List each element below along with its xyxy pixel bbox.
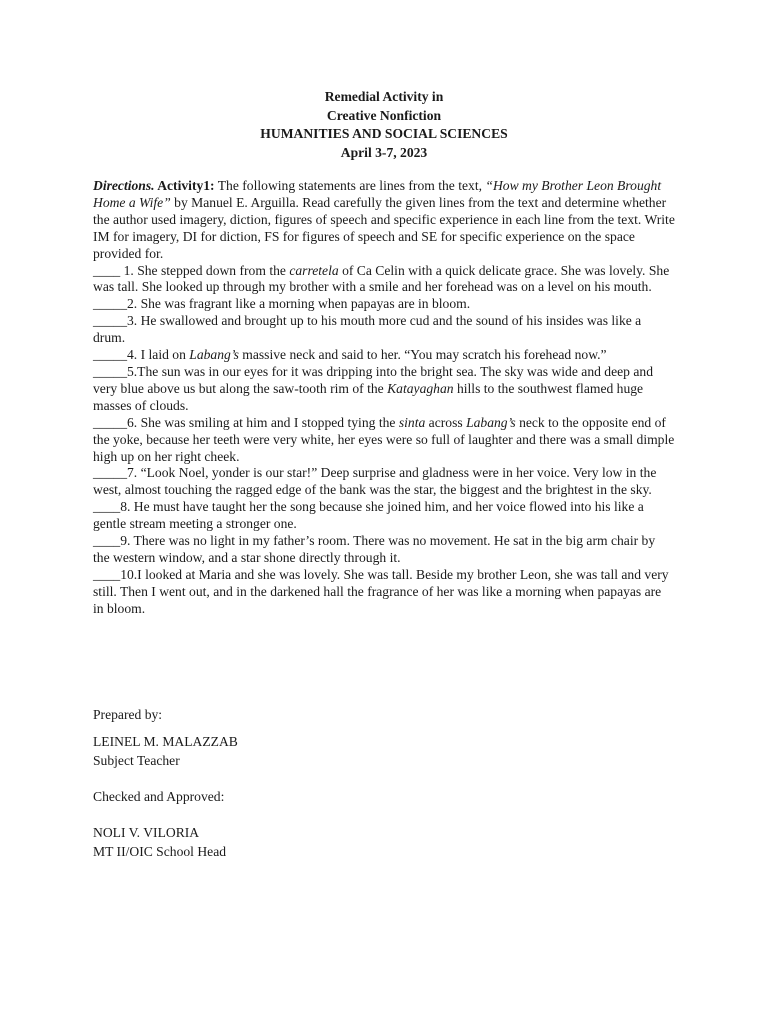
activity-body bbox=[93, 178, 675, 618]
item-7 bbox=[93, 465, 675, 499]
item-1-italic: carretela bbox=[289, 262, 339, 278]
approved-name: NOLI V. VILORIA bbox=[93, 825, 200, 840]
item-10 bbox=[93, 567, 675, 618]
prepared-role: Subject Teacher bbox=[93, 752, 180, 768]
answer-blank-7: _____ bbox=[93, 465, 127, 481]
directions-paragraph bbox=[93, 178, 675, 263]
item-5-italic: Katayaghan bbox=[387, 380, 454, 396]
item-6-text-b: across bbox=[425, 414, 467, 430]
item-4-text-a: 4. I laid on bbox=[126, 347, 190, 363]
item-1-text-a: 1. She stepped down from the bbox=[123, 262, 290, 278]
item-5-text-b: hills to the southwest flamed huge masses of clouds. bbox=[93, 380, 644, 413]
item-6-italic-1: sinta bbox=[398, 414, 426, 430]
item-1 bbox=[93, 263, 675, 297]
answer-blank-6: _____ bbox=[93, 414, 127, 430]
activity-label: Activity1: bbox=[154, 178, 215, 193]
answer-blank-3: _____ bbox=[93, 313, 127, 329]
approved-by-block bbox=[93, 824, 226, 861]
directions-text-2: by Manuel E. Arguilla. Read carefully the given lines from the text and determine whether the author used imagery, diction, figures of speech and specific experience in each line from the text. Write IM for imagery, DI for diction, FS for figures of speech and SE for specific experience on the space provided for. bbox=[93, 194, 675, 261]
header-line-1: Remedial Activity in bbox=[324, 89, 444, 104]
answer-blank-8: ____ bbox=[93, 499, 121, 515]
approved-label-block bbox=[93, 788, 224, 807]
prepared-label: Prepared by: bbox=[93, 707, 163, 722]
prepared-by-block bbox=[93, 733, 238, 770]
answer-blank-4: _____ bbox=[93, 347, 127, 363]
approved-label: Checked and Approved: bbox=[93, 789, 225, 804]
item-4-text-b: massive neck and said to her. “You may scratch his forehead now.” bbox=[238, 347, 607, 363]
item-6-italic-2: Labang’s bbox=[466, 414, 516, 430]
item-6-text-c: neck to the opposite end of the yoke, because her teeth were very white, her eyes were so full of laughter and there was a small dimple high up on her right cheek. bbox=[93, 414, 675, 464]
item-6-text-a: 6. She was smiling at him and I stopped tying the bbox=[126, 414, 399, 430]
item-2 bbox=[93, 296, 675, 313]
item-5 bbox=[93, 364, 675, 415]
story-title: “How my Brother Leon Brought Home a Wife” bbox=[93, 178, 662, 210]
prepared-name: LEINEL M. MALAZZAB bbox=[93, 734, 238, 749]
item-2-text: 2. She was fragrant like a morning when papayas are in bloom. bbox=[126, 296, 471, 312]
item-4-italic: Labang’s bbox=[189, 347, 239, 363]
item-9-text: 9. There was no light in my father’s room. There was no movement. He sat in the big arm chair by the western window, and a star shone directly through it. bbox=[93, 533, 656, 565]
item-9 bbox=[93, 533, 675, 567]
item-10-text: 10.I looked at Maria and she was lovely. She was tall. Beside my brother Leon, she was tall and very still. Then I went out, and in the darkened hall the fragrance of her was like a morning when papayas are in bloom. bbox=[93, 566, 669, 616]
answer-blank-9: ____ bbox=[93, 533, 121, 549]
header-line-4: April 3-7, 2023 bbox=[340, 144, 428, 160]
answer-blank-1: ____ bbox=[93, 262, 124, 278]
item-3-text: 3. He swallowed and brought up to his mouth more cud and the sound of his insides was like a drum. bbox=[93, 313, 642, 346]
item-8-text: 8. He must have taught her the song because she joined him, and her voice flowed into his like a gentle stream meeting a stronger one. bbox=[93, 499, 644, 532]
header-line-2: Creative Nonfiction bbox=[326, 107, 442, 123]
document-header bbox=[0, 88, 768, 162]
item-5-text-a: 5.The sun was in our eyes for it was dripping into the bright sea. The sky was wide and deep and very blue above us but along the saw-tooth rim of the bbox=[93, 363, 653, 396]
directions-text-1: The following statements are lines from the text, bbox=[214, 178, 486, 193]
item-6 bbox=[93, 415, 675, 466]
answer-blank-2: _____ bbox=[93, 296, 127, 312]
approved-role: MT II/OIC School Head bbox=[93, 843, 227, 859]
item-4 bbox=[93, 347, 675, 364]
item-8 bbox=[93, 499, 675, 533]
header-line-3: HUMANITIES AND SOCIAL SCIENCES bbox=[260, 126, 508, 141]
answer-blank-10: ____ bbox=[93, 566, 121, 582]
directions-label: Directions. bbox=[93, 178, 155, 193]
answer-blank-5: _____ bbox=[93, 363, 127, 379]
prepared-label-block bbox=[93, 706, 162, 725]
item-7-text: 7. “Look Noel, yonder is our star!” Deep surprise and gladness were in her voice. Very low in the west, almost touching the ragged edge of the bank was the star, the biggest and the brightest in the sky. bbox=[93, 465, 657, 498]
item-1-text-b: of Ca Celin with a quick delicate grace. She was lovely. She was tall. She looked up through my brother with a smile and her forehead was on a level on his mouth. bbox=[93, 262, 670, 295]
item-3 bbox=[93, 313, 675, 347]
